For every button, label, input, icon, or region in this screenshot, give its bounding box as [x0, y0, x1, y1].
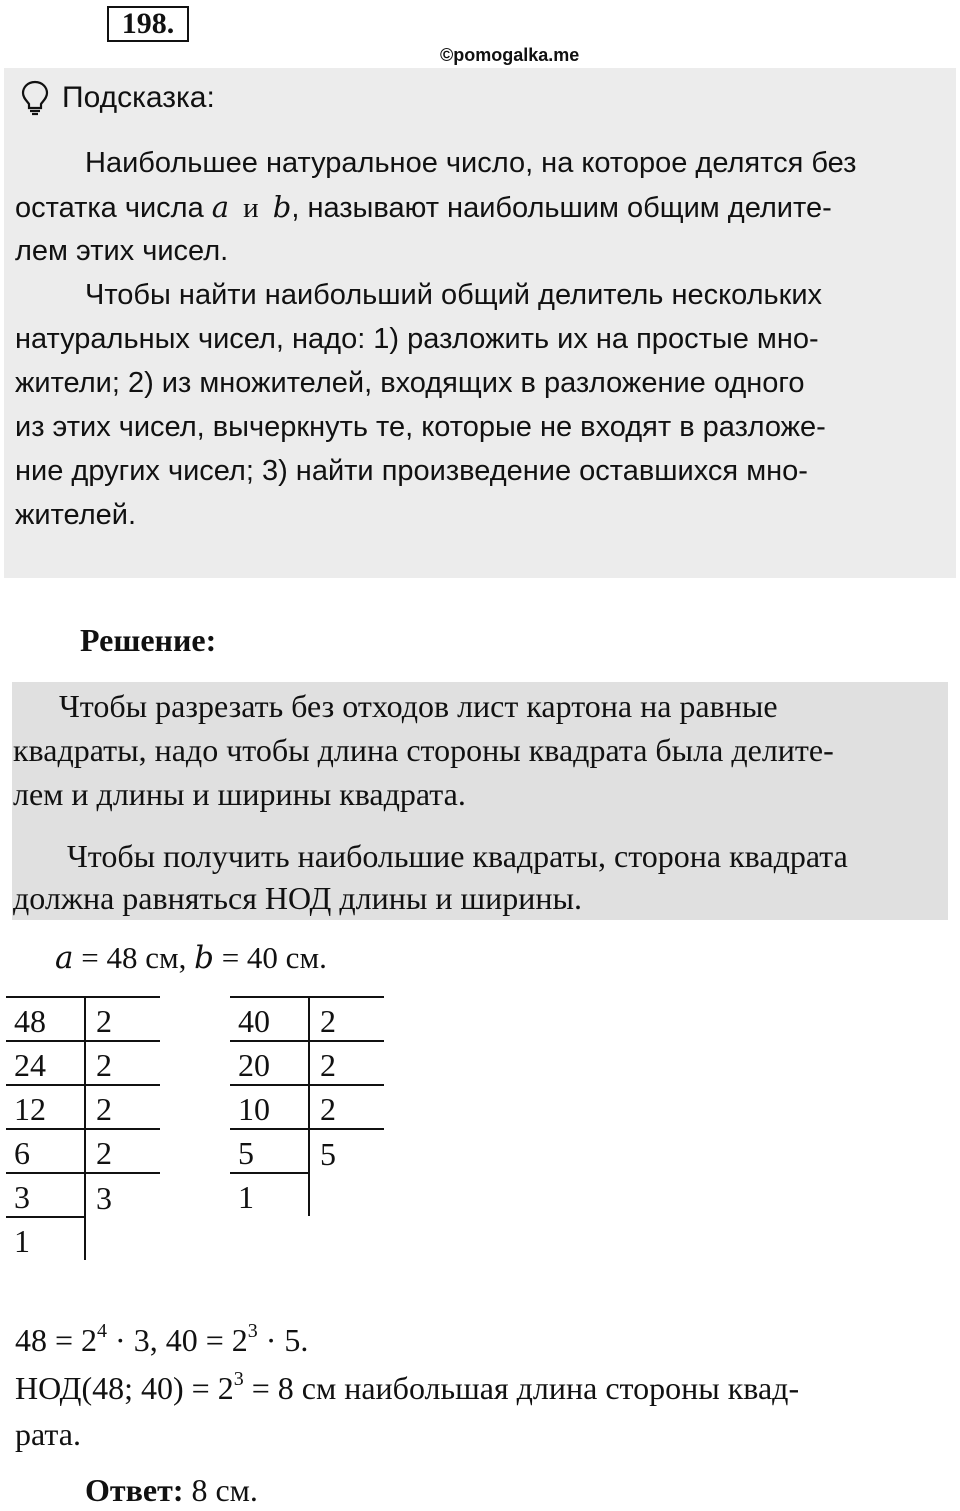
solution-line: Чтобы разрезать без отходов лист картона на равные [59, 688, 778, 724]
variable-a: a [55, 940, 74, 976]
dividend-cell: 1 [6, 1217, 85, 1260]
dividend-cell: 6 [6, 1129, 85, 1173]
hint-line: лем этих чисел. [15, 235, 229, 267]
factor-row [230, 1129, 384, 1173]
given-values [55, 940, 327, 976]
divisor-cell: 2 [309, 997, 384, 1041]
exponent: 3 [233, 1368, 244, 1390]
dividend-cell: 24 [6, 1041, 85, 1085]
divisor-cell [309, 1173, 384, 1216]
factor-row [230, 997, 384, 1041]
dividend-cell: 1 [230, 1173, 309, 1216]
formula-text: НОД(48; 40) = 2 [15, 1370, 234, 1406]
factor-table-48 [6, 996, 160, 1260]
factor-row [6, 1217, 160, 1260]
formula-text: 48 = 2 [15, 1322, 98, 1358]
factor-row [230, 1041, 384, 1085]
divisor-cell [85, 1217, 160, 1260]
dividend-cell: 40 [230, 997, 309, 1041]
variable-a: a [211, 190, 230, 224]
answer [85, 1472, 258, 1509]
divisor-cell: 5 [309, 1129, 384, 1173]
variable-b: b [272, 190, 292, 224]
exponent: 4 [97, 1320, 108, 1342]
solution-title: Решение: [80, 622, 217, 658]
dividend-cell: 5 [230, 1129, 309, 1173]
value-a: = 48 см, [73, 940, 187, 975]
hint-line: ние других чисел; 3) найти произведение оставшихся мно- [15, 455, 808, 487]
hint-line [15, 191, 935, 224]
divisor-cell: 2 [85, 1085, 160, 1129]
value-b: = 40 см. [213, 940, 327, 975]
answer-value: 8 см. [183, 1472, 258, 1508]
solution-line: должна равняться НОД длины и ширины. [13, 880, 583, 916]
divisor-cell: 2 [309, 1041, 384, 1085]
dividend-cell: 20 [230, 1041, 309, 1085]
dividend-cell: 12 [6, 1085, 85, 1129]
hint-text: остатка числа [15, 192, 204, 224]
lightbulb-icon [20, 80, 50, 116]
divisor-cell: 3 [85, 1173, 160, 1217]
watermark: ©pomogalka.me [440, 45, 580, 65]
hint-line: из этих чисел, вычеркнуть те, которые не входят в разложе- [15, 411, 826, 443]
hint-text: и [243, 192, 259, 224]
divisor-cell: 2 [85, 1129, 160, 1173]
solution-line: лем и длины и ширины квадрата. [13, 776, 466, 812]
solution-line: Чтобы получить наибольшие квадраты, сторона квадрата [67, 838, 848, 874]
divisor-cell: 2 [85, 1041, 160, 1085]
factor-row [6, 997, 160, 1041]
hint-text: , называют наибольшим общим делите- [291, 192, 832, 224]
dividend-cell: 3 [6, 1173, 85, 1217]
factor-row [230, 1085, 384, 1129]
dividend-cell: 48 [6, 997, 85, 1041]
hint-line: жителей. [15, 499, 137, 531]
hint-line: Чтобы найти наибольший общий делитель нескольких [85, 279, 823, 311]
variable-b: b [194, 940, 214, 976]
factor-row [6, 1129, 160, 1173]
factor-row [6, 1085, 160, 1129]
divisor-cell: 2 [85, 997, 160, 1041]
gcd-formula [15, 1366, 799, 1410]
solution-line: квадраты, надо чтобы длина стороны квадрата была делите- [13, 732, 834, 768]
hint-line: жители; 2) из множителей, входящих в разложение одного [15, 367, 805, 399]
exponent: 3 [247, 1320, 258, 1342]
hint-title-text: Подсказка: [62, 81, 215, 114]
formula-text: · 3, 40 = 2 [107, 1322, 248, 1358]
answer-label: Ответ: [85, 1472, 184, 1508]
factor-row [230, 1173, 384, 1216]
formula-text: · 5. [257, 1322, 309, 1358]
task-number: 198. [107, 6, 189, 42]
hint-line: Наибольшее натуральное число, на которое делятся без [85, 147, 857, 179]
factorization-formula [15, 1318, 308, 1362]
dividend-cell: 10 [230, 1085, 309, 1129]
factor-row [6, 1041, 160, 1085]
divisor-cell: 2 [309, 1085, 384, 1129]
hint-line: натуральных чисел, надо: 1) разложить их на простые мно- [15, 323, 819, 355]
hint-title [20, 80, 215, 116]
factor-table-40 [230, 996, 384, 1216]
gcd-formula-continued: рата. [15, 1416, 81, 1452]
formula-text: = 8 см наибольшая длина стороны квад- [243, 1370, 800, 1406]
factor-row [6, 1173, 160, 1217]
